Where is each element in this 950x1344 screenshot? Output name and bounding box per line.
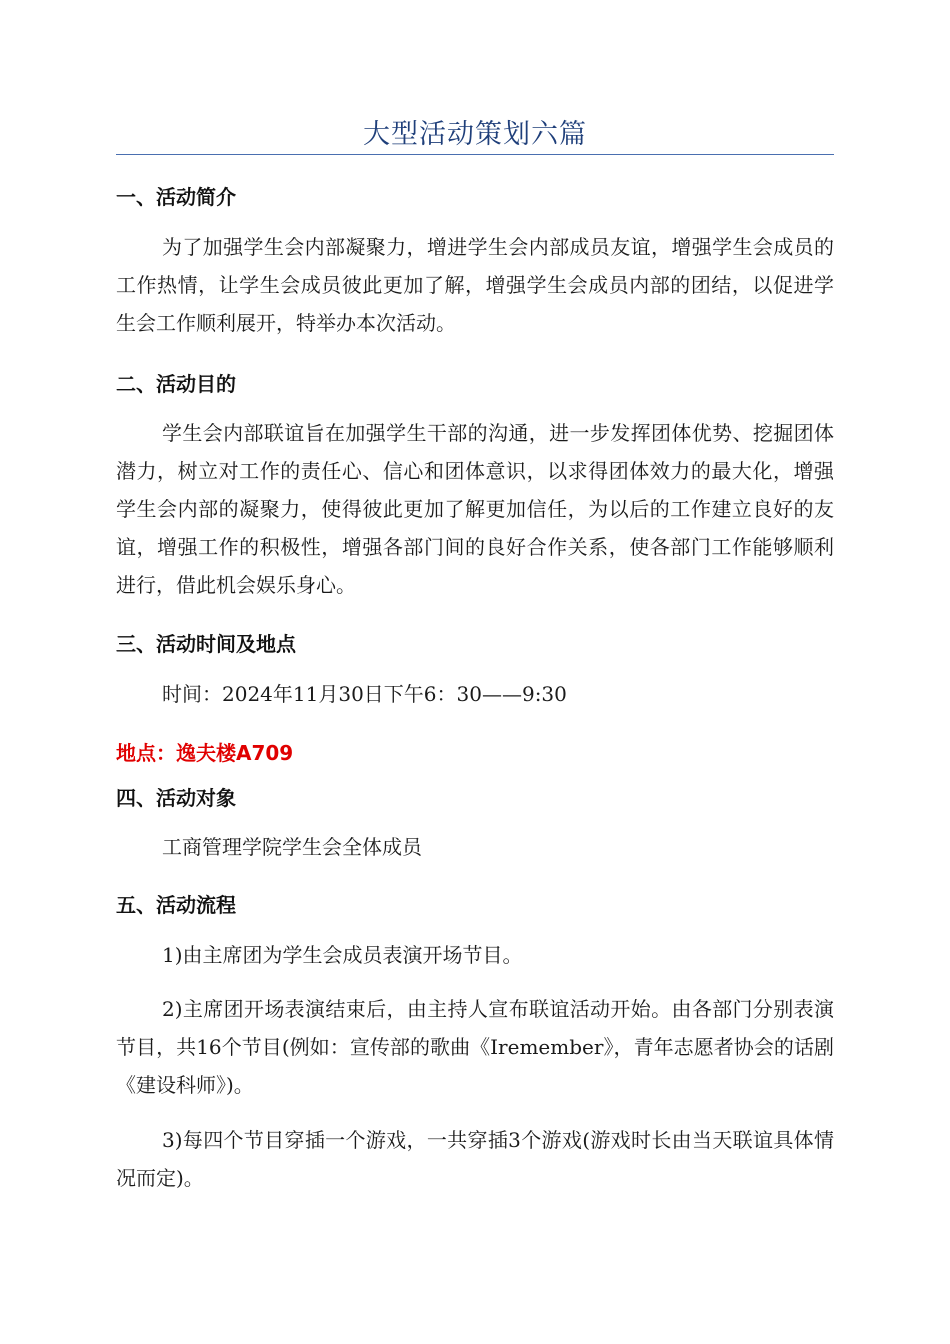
- section-3-place: 地点：逸夫楼A709: [116, 741, 294, 765]
- section-1-paragraph: 为了加强学生会内部凝聚力，增进学生会内部成员友谊，增强学生会成员的工作热情，让学生会成员彼此更加了解，增强学生会成员内部的团结，以促进学生会工作顺利展开，特举办本次活动。: [116, 235, 834, 335]
- section-1-heading: 一、活动简介: [116, 185, 236, 209]
- document-title: 大型活动策划六篇: [363, 119, 587, 150]
- section-5-item-1: 1)由主席团为学生会成员表演开场节目。: [162, 943, 523, 967]
- title-underline: [116, 154, 834, 155]
- section-5-heading: 五、活动流程: [116, 893, 236, 917]
- section-4-paragraph: 工商管理学院学生会全体成员: [162, 835, 422, 859]
- section-5-item-3: 3)每四个节目穿插一个游戏，一共穿插3个游戏(游戏时长由当天联谊具体情况而定)。: [116, 1128, 834, 1190]
- section-3-heading: 三、活动时间及地点: [116, 632, 296, 656]
- section-3-time: 时间：2024年11月30日下午6：30——9:30: [162, 682, 567, 706]
- section-2-paragraph: 学生会内部联谊旨在加强学生干部的沟通，进一步发挥团体优势、挖掘团体潜力，树立对工作的责任心、信心和团体意识，以求得团体效力的最大化，增强学生会内部的凝聚力，使得彼此更加了解更加信任，为以后的工作建立良好的友谊，增强工作的积极性，增强各部门间的良好合作关系，使各部门工作能够顺利进行，借此机会娱乐身心。: [116, 421, 834, 597]
- section-2-heading: 二、活动目的: [116, 372, 236, 396]
- section-4-heading: 四、活动对象: [116, 786, 236, 810]
- section-5-item-2: 2)主席团开场表演结束后，由主持人宣布联谊活动开始。由各部门分别表演节目，共16个节目(例如：宣传部的歌曲《Iremember》，青年志愿者协会的话剧《建设科师》)。: [116, 997, 834, 1097]
